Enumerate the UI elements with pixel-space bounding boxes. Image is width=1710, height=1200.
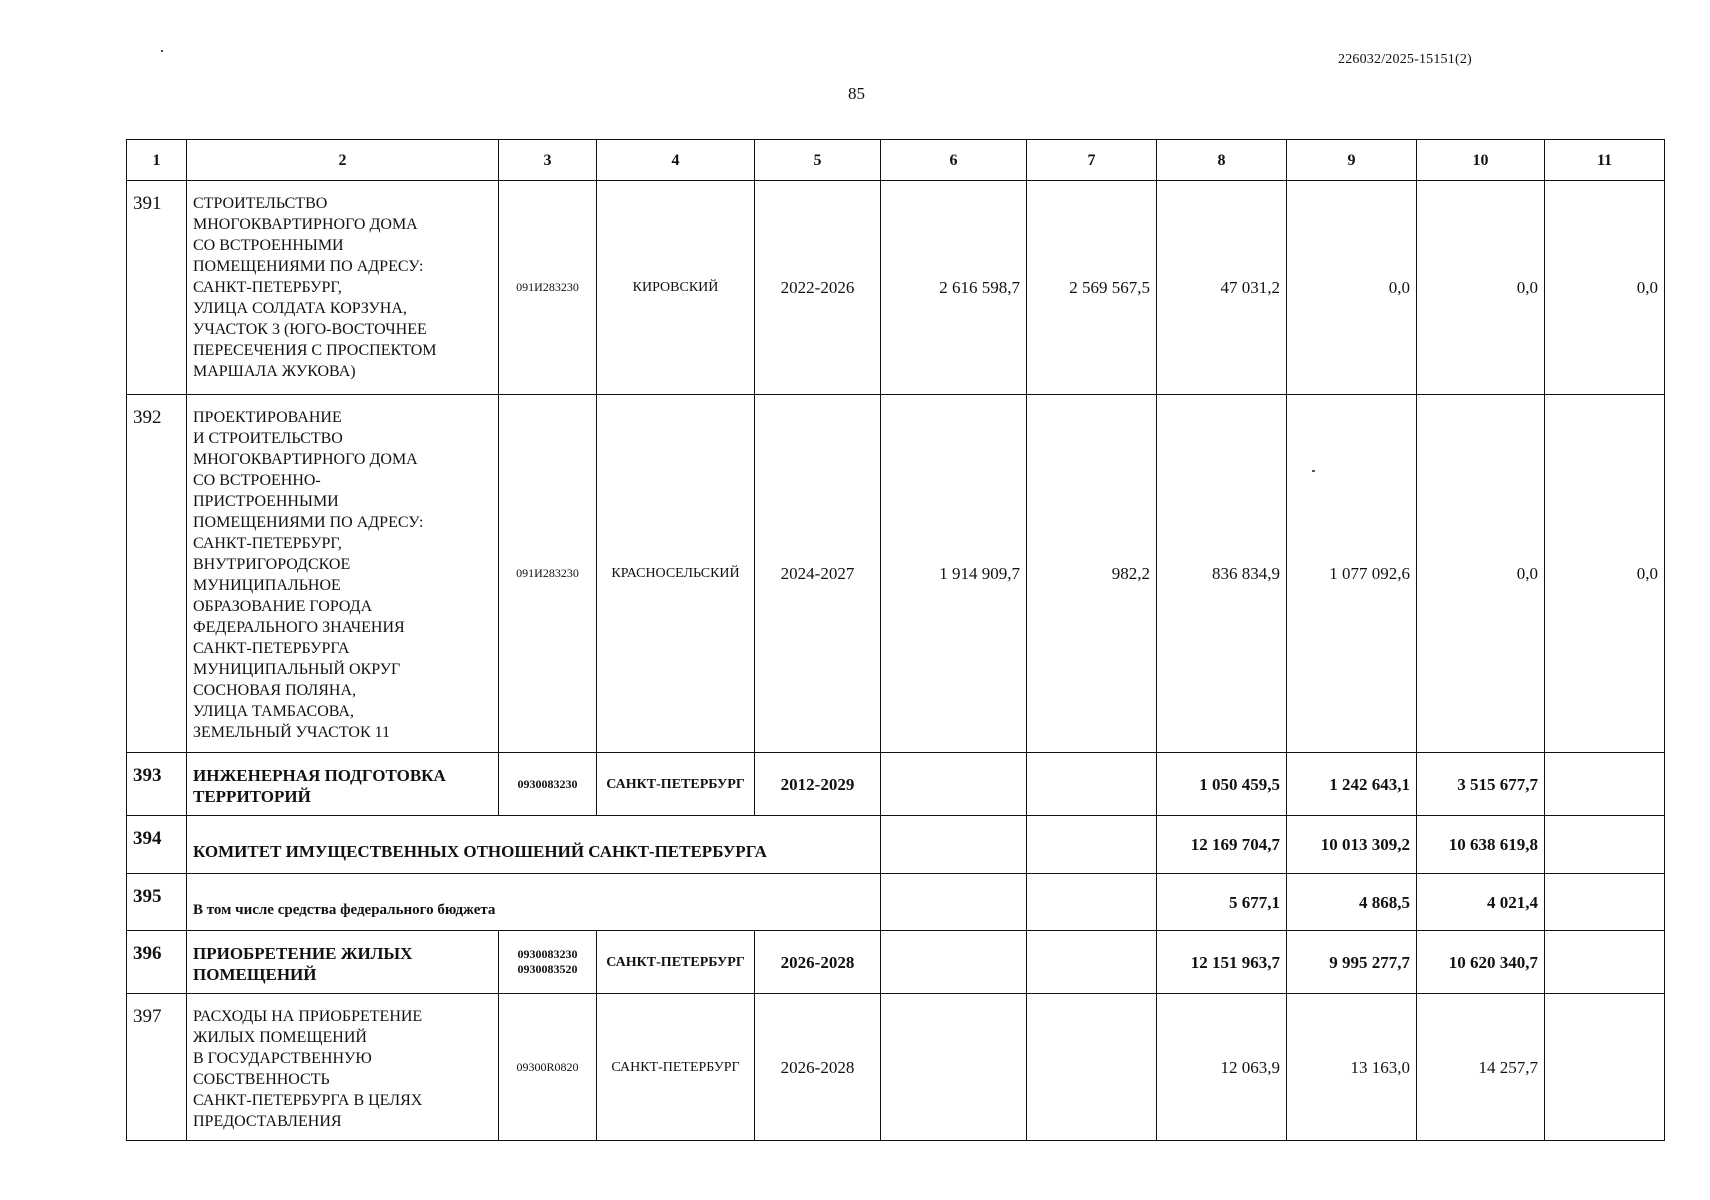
name-line: ПРИСТРОЕННЫМИ — [193, 493, 339, 510]
document-id: 226032/2025-15151(2) — [1338, 52, 1472, 67]
value-col-10: 14 257,7 — [1417, 994, 1545, 1141]
name-line: СОСНОВАЯ ПОЛЯНА, — [193, 682, 357, 699]
column-header: 4 — [597, 140, 755, 181]
name-line: МУНИЦИПАЛЬНОЕ — [193, 577, 341, 594]
value-col-7: 982,2 — [1027, 395, 1157, 753]
budget-table — [126, 139, 1665, 1141]
table-row — [127, 753, 1665, 816]
name-line: ТЕРРИТОРИЙ — [193, 787, 311, 806]
period: 2012-2029 — [755, 753, 881, 816]
budget-code: 0930083230 — [499, 753, 597, 816]
name-line: РАСХОДЫ НА ПРИОБРЕТЕНИЕ — [193, 1008, 423, 1025]
value-col-7: 2 569 567,5 — [1027, 181, 1157, 395]
name-line: МУНИЦИПАЛЬНЫЙ ОКРУГ — [193, 661, 401, 678]
value-col-6 — [881, 931, 1027, 994]
column-header: 5 — [755, 140, 881, 181]
value-col-8: 836 834,9 — [1157, 395, 1287, 753]
name-line: ПРИОБРЕТЕНИЕ ЖИЛЫХ — [193, 944, 413, 963]
row-number: 391 — [127, 181, 187, 395]
value-col-10: 0,0 — [1417, 395, 1545, 753]
period: 2022-2026 — [755, 181, 881, 395]
name-line: ПОМЕЩЕНИЯМИ ПО АДРЕСУ: — [193, 258, 424, 275]
table-row — [127, 931, 1665, 994]
value-col-9: 9 995 277,7 — [1287, 931, 1417, 994]
object-name — [187, 753, 499, 816]
column-header: 2 — [187, 140, 499, 181]
name-line: ПОМЕЩЕНИЙ — [193, 965, 317, 984]
table-row — [127, 395, 1665, 753]
budget-code: 091И283230 — [499, 181, 597, 395]
object-name — [187, 181, 499, 395]
name-line: САНКТ-ПЕТЕРБУРГА — [193, 640, 350, 657]
name-line: САНКТ-ПЕТЕРБУРГА В ЦЕЛЯХ — [193, 1092, 423, 1109]
name-line: ЖИЛЫХ ПОМЕЩЕНИЙ — [193, 1029, 367, 1046]
district: КИРОВСКИЙ — [597, 181, 755, 395]
name-line: ОБРАЗОВАНИЕ ГОРОДА — [193, 598, 373, 615]
code-line: 0930083230 — [517, 947, 578, 961]
name-line: УЛИЦА ТАМБАСОВА, — [193, 703, 354, 720]
value-col-11: 0,0 — [1545, 395, 1665, 753]
value-col-9: 10 013 309,2 — [1287, 816, 1417, 874]
value-col-11 — [1545, 753, 1665, 816]
value-col-11 — [1545, 994, 1665, 1141]
column-header: 6 — [881, 140, 1027, 181]
name-line: ПРОЕКТИРОВАНИЕ — [193, 409, 342, 426]
name-line: ФЕДЕРАЛЬНОГО ЗНАЧЕНИЯ — [193, 619, 405, 636]
value-col-10: 10 620 340,7 — [1417, 931, 1545, 994]
value-col-10: 4 021,4 — [1417, 874, 1545, 931]
name-line: В ГОСУДАРСТВЕННУЮ — [193, 1050, 372, 1067]
name-line: УЧАСТОК 3 (ЮГО-ВОСТОЧНЕЕ — [193, 321, 427, 338]
scan-speck — [161, 50, 163, 52]
district: САНКТ-ПЕТЕРБУРГ — [597, 753, 755, 816]
name-line: И СТРОИТЕЛЬСТВО — [193, 430, 343, 447]
value-col-6 — [881, 816, 1027, 874]
value-col-9: 1 242 643,1 — [1287, 753, 1417, 816]
budget-code: 09300R0820 — [499, 994, 597, 1141]
column-header: 3 — [499, 140, 597, 181]
period: 2024-2027 — [755, 395, 881, 753]
row-number: 393 — [127, 753, 187, 816]
period: 2026-2028 — [755, 931, 881, 994]
name-line: ИНЖЕНЕРНАЯ ПОДГОТОВКА — [193, 766, 446, 785]
value-col-6 — [881, 874, 1027, 931]
value-col-10: 0,0 — [1417, 181, 1545, 395]
value-col-6: 2 616 598,7 — [881, 181, 1027, 395]
value-col-11: 0,0 — [1545, 181, 1665, 395]
column-header: 11 — [1545, 140, 1665, 181]
period: 2026-2028 — [755, 994, 881, 1141]
value-col-8: 5 677,1 — [1157, 874, 1287, 931]
value-col-8: 12 169 704,7 — [1157, 816, 1287, 874]
value-col-8: 12 151 963,7 — [1157, 931, 1287, 994]
section-subtitle: В том числе средства федерального бюджета — [187, 874, 881, 931]
value-col-7 — [1027, 816, 1157, 874]
table-row — [127, 181, 1665, 395]
row-number: 395 — [127, 874, 187, 931]
name-line: САНКТ-ПЕТЕРБУРГ, — [193, 535, 342, 552]
name-line: МАРШАЛА ЖУКОВА) — [193, 363, 356, 380]
name-line: ПЕРЕСЕЧЕНИЯ С ПРОСПЕКТОМ — [193, 342, 437, 359]
code-line: 0930083520 — [517, 962, 578, 976]
column-number-row — [127, 140, 1665, 181]
value-col-7 — [1027, 931, 1157, 994]
value-col-6 — [881, 753, 1027, 816]
row-number: 397 — [127, 994, 187, 1141]
name-line: СО ВСТРОЕННЫМИ — [193, 237, 344, 254]
value-col-9: 13 163,0 — [1287, 994, 1417, 1141]
section-title: КОМИТЕТ ИМУЩЕСТВЕННЫХ ОТНОШЕНИЙ САНКТ-ПЕТЕРБУРГА — [187, 816, 881, 874]
row-number: 392 — [127, 395, 187, 753]
object-name — [187, 395, 499, 753]
name-line: САНКТ-ПЕТЕРБУРГ, — [193, 279, 342, 296]
value-col-9: 4 868,5 — [1287, 874, 1417, 931]
table-row — [127, 874, 1665, 931]
value-col-11 — [1545, 816, 1665, 874]
name-line: ВНУТРИГОРОДСКОЕ — [193, 556, 351, 573]
value-col-10: 10 638 619,8 — [1417, 816, 1545, 874]
district: САНКТ-ПЕТЕРБУРГ — [597, 931, 755, 994]
name-line: ПРЕДОСТАВЛЕНИЯ — [193, 1113, 342, 1130]
value-col-10: 3 515 677,7 — [1417, 753, 1545, 816]
district: КРАСНОСЕЛЬСКИЙ — [597, 395, 755, 753]
name-line: МНОГОКВАРТИРНОГО ДОМА — [193, 216, 418, 233]
value-col-9: 0,0 — [1287, 181, 1417, 395]
column-header: 8 — [1157, 140, 1287, 181]
name-line: СТРОИТЕЛЬСТВО — [193, 195, 328, 212]
district: САНКТ-ПЕТЕРБУРГ — [597, 994, 755, 1141]
value-col-7 — [1027, 753, 1157, 816]
column-header: 1 — [127, 140, 187, 181]
value-col-11 — [1545, 931, 1665, 994]
budget-code: 091И283230 — [499, 395, 597, 753]
column-header: 9 — [1287, 140, 1417, 181]
row-number: 394 — [127, 816, 187, 874]
value-col-6 — [881, 994, 1027, 1141]
name-line: СО ВСТРОЕННО- — [193, 472, 321, 489]
column-header: 7 — [1027, 140, 1157, 181]
page-number: 85 — [848, 84, 865, 103]
value-col-7 — [1027, 994, 1157, 1141]
row-number: 396 — [127, 931, 187, 994]
value-col-9: 1 077 092,6 — [1287, 395, 1417, 753]
table-row — [127, 816, 1665, 874]
value-col-7 — [1027, 874, 1157, 931]
name-line: ЗЕМЕЛЬНЫЙ УЧАСТОК 11 — [193, 724, 391, 741]
value-col-8: 1 050 459,5 — [1157, 753, 1287, 816]
name-line: УЛИЦА СОЛДАТА КОРЗУНА, — [193, 300, 407, 317]
table-row — [127, 994, 1665, 1141]
value-col-6: 1 914 909,7 — [881, 395, 1027, 753]
object-name — [187, 931, 499, 994]
budget-code — [499, 931, 597, 994]
name-line: МНОГОКВАРТИРНОГО ДОМА — [193, 451, 418, 468]
value-col-11 — [1545, 874, 1665, 931]
name-line: СОБСТВЕННОСТЬ — [193, 1071, 330, 1088]
value-col-8: 12 063,9 — [1157, 994, 1287, 1141]
object-name — [187, 994, 499, 1141]
column-header: 10 — [1417, 140, 1545, 181]
name-line: ПОМЕЩЕНИЯМИ ПО АДРЕСУ: — [193, 514, 424, 531]
value-col-8: 47 031,2 — [1157, 181, 1287, 395]
